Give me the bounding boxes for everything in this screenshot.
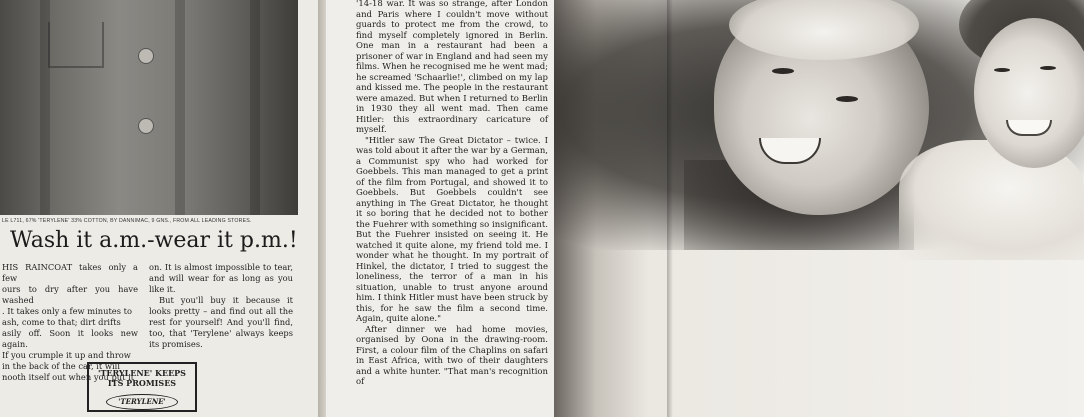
badge-text: 'TERYLENE' KEEPS — [98, 368, 186, 378]
ad-line: HIS RAINCOAT takes only a few — [2, 262, 138, 283]
ad-line: nooth itself out when you put it — [2, 372, 135, 382]
article-paragraph: After dinner we had home movies, organised by Oona in the drawing-room. First, a colour film of the Chaplins on safari in East Africa, with two of their daughters and a white hunter. "That man's recognition of — [356, 324, 548, 387]
ad-headline: Wash it a.m.-wear it p.m.! — [10, 228, 298, 253]
ad-line: . It takes only a few minutes to — [2, 306, 132, 316]
coat-fold — [175, 0, 185, 215]
terylene-promise-badge — [87, 362, 197, 412]
ad-body-column-2 — [149, 262, 293, 350]
ad-line: asily off. Soon it looks new again. — [2, 328, 138, 349]
coat-button — [138, 118, 154, 134]
woman-face — [974, 18, 1084, 168]
article-page — [326, 0, 554, 417]
article-paragraph: '14-18 war. It was so strange, after London and Paris where I couldn't move without guards to protect me from the crowd, to find myself completely ignored in Berlin. One man in a restaurant had been a prisoner of war in England and had seen my films. When he recognised me he went mad; he screamed 'Schaarlie!', climbed on my lap and kissed me. The people in the restaurant were amazed. But when I returned to Berlin in 1930 they all went mad. Then came Hitler: this extraordinary caricature of myself. — [356, 0, 548, 135]
coat-fold — [250, 0, 260, 215]
page-edge-shadow — [667, 0, 673, 417]
terylene-logo: 'TERYLENE' — [106, 394, 178, 410]
ad-paragraph: But you'll buy it because it looks pretty – and find out all the rest for yourself! And you'll find, too, that 'Terylene' always keeps its promises. — [149, 295, 293, 349]
coat-button — [138, 48, 154, 64]
coat-pocket — [48, 22, 104, 68]
ad-line: in the back of the car, it will — [2, 361, 120, 371]
raincoat-advertisement-page — [0, 0, 318, 417]
portrait-photo-page — [554, 0, 1084, 417]
eye — [836, 96, 858, 102]
ad-line: ours to dry after you have washed — [2, 284, 138, 305]
ad-line: ash, come to that; dirt drifts — [2, 317, 121, 327]
article-paragraph: "Hitler saw The Great Dictator – twice. I was told about it after the war by a German, a Communist spy who had worked for Goebbels. This man managed to get a print of the film from Portugal, and showed it to Goebbels. But Goebbels couldn't see anything in The Great Dictator, he thought it so boring that he decided not to bother the Fuehrer with something so insignificant. But the Fuehrer insisted on seeing it. He watched it quite alone, my friend told me. I wonder what he thought. In my portrait of Hinkel, the dictator, I tried to suggest the loneliness, the terror of a man in his situation, unable to trust anyone around him. I think Hitler must have been struck by this, for he saw the film a second time. Again, quite alone." — [356, 135, 548, 324]
article-column — [356, 0, 548, 388]
raincoat-photo — [0, 0, 298, 215]
page-gutter — [318, 0, 326, 417]
eye — [772, 68, 794, 74]
photo-credit: LE L711, 67% 'TERYLENE' 33% COTTON, BY DANNIMAC, 9 GNS., FROM ALL LEADING STORES. — [2, 218, 252, 224]
ad-paragraph: on. It is almost impossible to tear, and will wear for as long as you like it. — [149, 262, 293, 294]
eye — [994, 68, 1010, 72]
eye — [1040, 66, 1056, 70]
badge-text: ITS PROMISES — [107, 378, 177, 388]
ad-line: If you crumple it up and throw — [2, 350, 131, 360]
